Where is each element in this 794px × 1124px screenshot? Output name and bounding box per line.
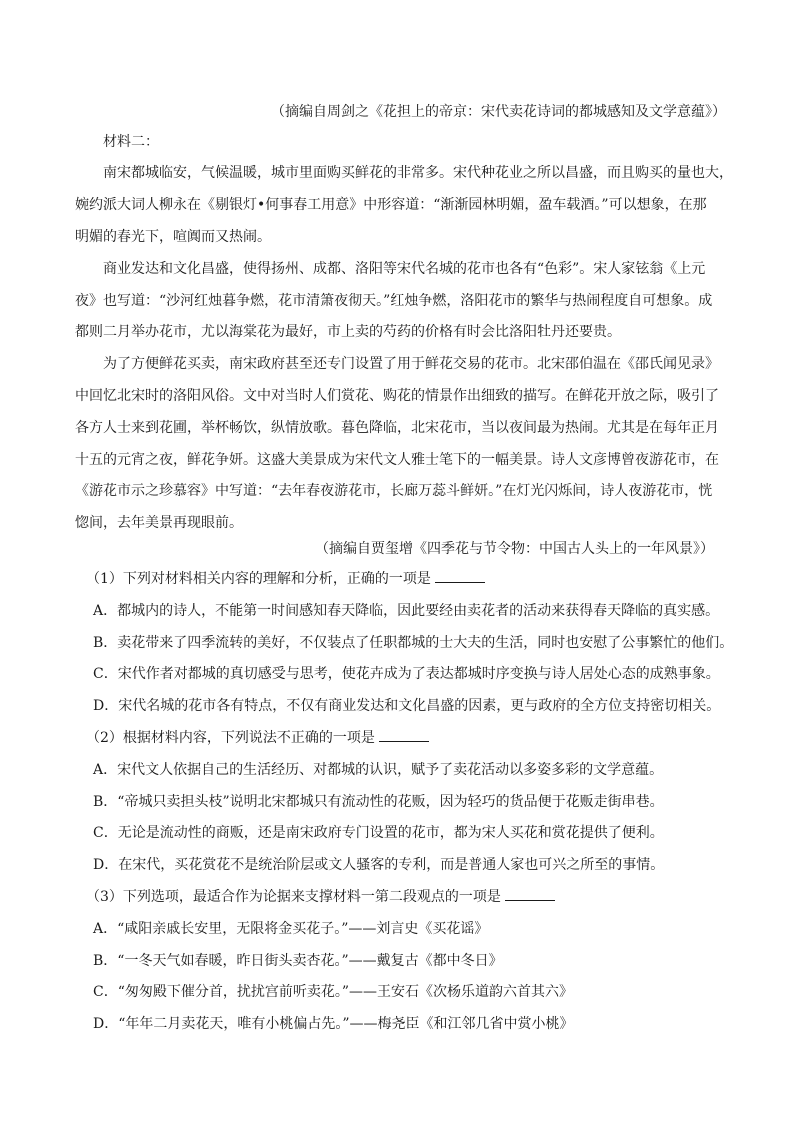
paragraph-line: 惚间，去年美景再现眼前。: [75, 515, 243, 531]
paragraph-line: 《游花市示之珍慕容》中写道：“去年春夜游花市，长廊万蕊斗鲜妍。”在灯光闪烁间，诗人夜游花市，恍: [75, 483, 713, 499]
material1-source: （摘编自周剑之《花担上的帝京：宋代卖花诗词的都城感知及文学意蕴》）: [271, 104, 726, 120]
paragraph-line: 商业发达和文化昌盛，使得扬州、成都、洛阳等宋代名城的花市也各有“色彩”。宋人家铉翁《上元: [103, 261, 706, 277]
paragraph-line: 为了方便鲜花买卖，南宋政府甚至还专门设置了用于鲜花交易的花市。北宋邵伯温在《邵氏闻见录》: [103, 356, 719, 372]
option-a: A．“咸阳亲戚长安里，无限将金买花子。”——刘言史《买花谣》: [93, 921, 489, 937]
option-a: A．宋代文人依据自己的生活经历、对都城的认识，赋予了卖花活动以多姿多彩的文学意蕴。: [93, 762, 664, 778]
paragraph-line: 各方人士来到花圃，举杯畅饮，纵情放歌。暮色降临，北宋花市，当以夜间最为热闹。尤其是在每年正月: [75, 420, 719, 436]
paragraph-line: 明媚的春光下，喧阗而又热闹。: [75, 229, 271, 245]
question-stem: （3）下列选项，最适合作为论据来支撑材料一第二段观点的一项是: [86, 888, 555, 906]
option-b: B．“帝城只卖担头枝”说明北宋都城只有流动性的花贩，因为轻巧的货品便于花贩走街串巷。: [93, 794, 664, 810]
paragraph-line: 南宋都城临安，气候温暖，城市里面购买鲜花的非常多。宋代种花业之所以昌盛，而且购买的量也大，: [103, 165, 733, 181]
paragraph-line: 都则二月举办花市，尤以海棠花为最好，市上卖的芍药的价格有时会比洛阳牡丹还要贵。: [75, 324, 621, 340]
option-a: A．都城内的诗人，不能第一时间感知春天降临，因此要经由卖花者的活动来获得春天降临的真实感。: [93, 603, 720, 619]
option-d: D．在宋代，买花赏花不是统治阶层或文人骚客的专利，而是普通人家也可兴之所至的事情。: [93, 857, 665, 873]
paragraph-line: 十五的元宵之夜，鲜花争妍。这盛大美景成为宋代文人雅士笔下的一幅美景。诗人文彦博曾夜游花市，在: [75, 452, 719, 468]
answer-blank: [379, 729, 429, 742]
option-c: C．“匆匆殿下催分首，扰扰宫前听卖花。”——王安石《次杨乐道韵六首其六》: [93, 984, 574, 1000]
option-c: C．无论是流动性的商贩，还是南宋政府专门设置的花市，都为宋人买花和赏花提供了便利。: [93, 825, 664, 841]
question-stem: （1）下列对材料相关内容的理解和分析，正确的一项是: [86, 570, 485, 588]
paragraph-line: 夜》也写道：“沙河红烛暮争燃，花市清箫夜彻天。”红烛争燃，洛阳花市的繁华与热闹程度自可想象。成: [75, 293, 713, 309]
option-b: B．卖花带来了四季流转的美好，不仅装点了任职都城的士大夫的生活，同时也安慰了公事繁忙的他们。: [93, 635, 734, 651]
answer-blank: [505, 888, 555, 901]
option-d: D．“年年二月卖花天，唯有小桃偏占先。”——梅尧臣《和江邻几省中赏小桃》: [93, 1016, 574, 1032]
option-d: D．宋代名城的花市各有特点，不仅有商业发达和文化昌盛的因素，更与政府的全方位支持密切相关。: [93, 698, 721, 714]
material2-heading: 材料二：: [103, 134, 159, 150]
material2-source: （摘编自贾玺增《四季花与节令物：中国古人头上的一年风景》）: [315, 541, 714, 557]
answer-blank: [435, 570, 485, 583]
paragraph-line: 中回忆北宋时的洛阳风俗。文中对当时人们赏花、购花的情景作出细致的描写。在鲜花开放之际，吸引了: [75, 388, 719, 404]
option-c: C．宋代作者对都城的真切感受与思考，使花卉成为了表达都城时序变换与诗人居处心态的成熟事象。: [93, 666, 720, 682]
paragraph-line: 婉约派大词人柳永在《剔银灯•何事春工用意》中形容道：“渐渐园林明媚，盈车载酒。”可以想象，在那: [75, 197, 707, 213]
option-b: B．“一冬天气如春暖，昨日街头卖杏花。”——戴复古《都中冬日》: [93, 953, 503, 969]
question-stem: （2）根据材料内容，下列说法不正确的一项是: [86, 729, 429, 747]
